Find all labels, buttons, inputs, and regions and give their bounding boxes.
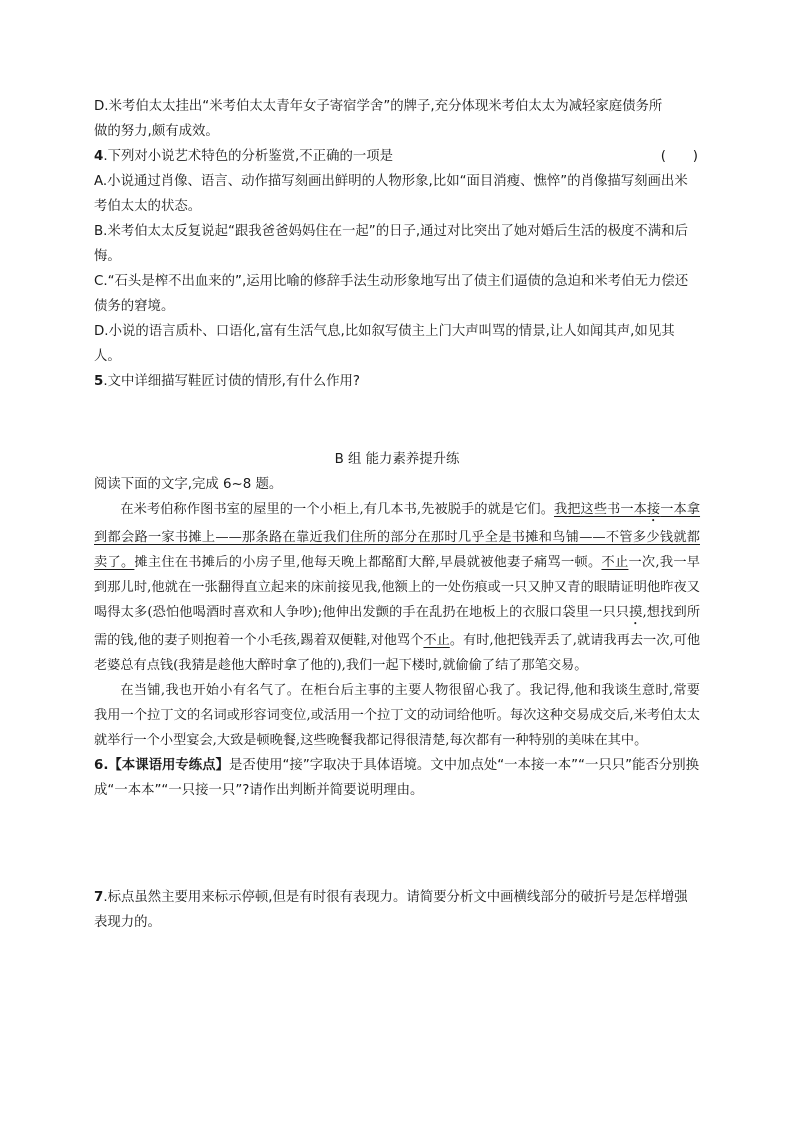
passage-paragraph-1 (94, 497, 700, 678)
passage-text: 在米考伯称作图书室的屋里的一个小柜上,有几本书,先被脱手的就是它们。 (120, 502, 554, 517)
passage-text: 摊主住在书摊后的小房子里,他每天晚上都酩酊大醉,早晨就被他妻子痛骂一顿。 (134, 555, 602, 570)
q7-number: 7 (94, 890, 104, 905)
q5-text: .文中详细描写鞋匠讨债的情形,有什么作用? (103, 374, 360, 389)
passage-text: ,想找到所需的钱,他的妻子则抱着一个小毛孩,踢着双便鞋,对他骂个 (94, 605, 701, 648)
q4-option-b: B.米考伯太太反复说起“跟我爸爸妈妈住在一起”的日子,通过对比突出了她对婚后生活的极度不满和后悔。 (94, 224, 688, 264)
q4-stem-text (94, 144, 393, 169)
q4-option-a: A.小说通过肖像、语言、动作描写刻画出鲜明的人物形象,比如“面目消瘦、憔悴”的肖像描写刻画出米考伯太太的状态。 (94, 174, 688, 214)
passage-text: 。有时,他把钱弄丢了,就请我再去一次,可他老婆总有点钱(我猜是趁他大醉时拿了他的),我们一起下楼时,就偷偷了结了那笔交易。 (94, 633, 701, 673)
section-b-title: B 组 能力素养提升练 (334, 452, 460, 467)
q4-number: 4 (94, 149, 104, 164)
q3-option-d-line2: 做的努力,颇有成效。 (94, 124, 219, 139)
q6-tag: .【本课语用专练点】 (103, 758, 229, 773)
q7 (94, 885, 700, 935)
q4-stem (94, 144, 700, 169)
dotted-char-jie: 接 (646, 502, 661, 517)
q3-option-d-line1: D.米考伯太太挂出“米考伯太太青年女子寄宿学舍”的牌子,充分体现米考伯太太为减轻家庭债务所 (94, 99, 663, 114)
q4-answer-paren: ( ) (660, 149, 698, 164)
content-area (94, 94, 700, 935)
underlined-word-buzhi-2: 不止 (423, 633, 450, 648)
q6 (94, 753, 700, 803)
passage-text: 一次,我一早到那儿时,他就在一张翻得直立起来的床前接见我,他额上的一处伤痕或一只又肿又青的眼睛证明他昨夜又喝得太多(恐怕他喝酒时喜欢和人争吵);他伸出发颤的手在乱扔在地板上的衣服口袋里一只只 (94, 555, 700, 620)
q4-question: .下列对小说艺术特色的分析鉴赏,不正确的一项是 (103, 149, 394, 164)
q3-option-d (94, 94, 700, 144)
underlined-text: 我把这些书一本 (553, 502, 647, 517)
section-b-instruction: 阅读下面的文字,完成 6~8 题。 (94, 477, 283, 492)
q4-option-c: C.“石头是榨不出血来的”,运用比喻的修辞手法生动形象地写出了债主们逼债的急迫和米考伯无力偿还债务的窘境。 (94, 274, 689, 314)
passage-paragraph-2: 在当铺,我也开始小有名气了。在柜台后主事的主要人物很留心我了。我记得,他和我谈生意时,常要我用一个拉丁文的名词或形容词变位,或活用一个拉丁文的动词给他听。每次这种交易成交后,米考伯太太就举行一个小型宴会,大致是顿晚餐,这些晚餐我都记得很清楚,每次都有一种特别的美味在其中。 (94, 683, 700, 748)
q6-text: 是否使用“接”字取决于具体语境。文中加点处“一本接一本”“一只只”能否分别换成“一本本”“一只接一只”?请作出判断并简要说明理由。 (94, 758, 700, 798)
underlined-word-buzhi: 不止 (601, 555, 629, 570)
q6-number: 6 (94, 758, 104, 773)
q5-number: 5 (94, 374, 104, 389)
q5 (94, 369, 700, 394)
dotted-char-mo: 摸 (629, 605, 643, 620)
underlined-text: 一本拿到都会路一家书摊上——那条路在靠近我们住所的部分在那时几乎全是书摊和鸟铺——不管多少钱就都卖了。 (94, 502, 701, 570)
q7-text: .标点虽然主要用来标示停顿,但是有时很有表现力。请简要分析文中画横线部分的破折号是怎样增强表现力的。 (94, 890, 688, 930)
q4-option-d: D.小说的语言质朴、口语化,富有生活气息,比如叙写债主上门大声叫骂的情景,让人如闻其声,如见其人。 (94, 324, 675, 364)
